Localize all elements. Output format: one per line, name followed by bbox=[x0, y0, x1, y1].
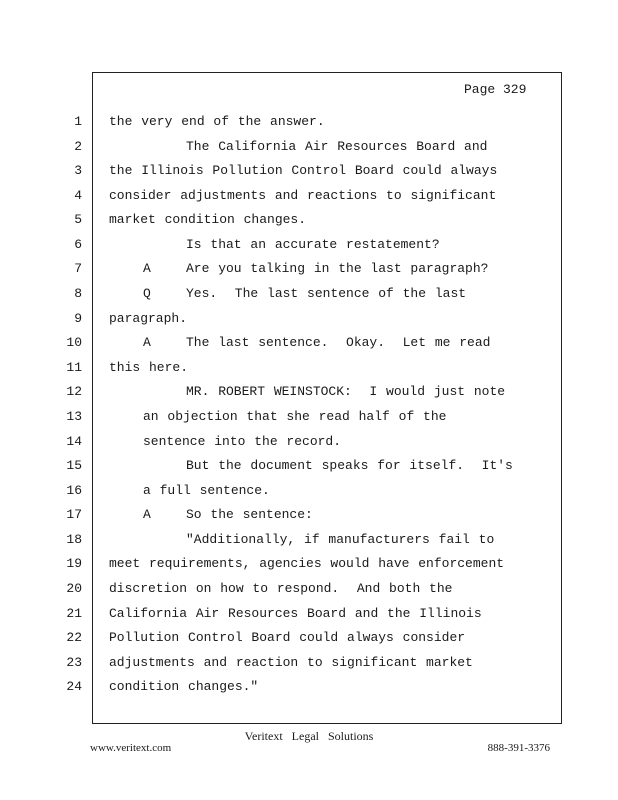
answer-text: The last sentence. Okay. Let me read bbox=[186, 335, 491, 350]
answer-marker: A bbox=[143, 335, 151, 350]
transcript-line: market condition changes. bbox=[109, 212, 307, 227]
line-number: 20 bbox=[66, 581, 82, 596]
transcript-line: Is that an accurate restatement? bbox=[186, 237, 440, 252]
footer-phone: 888-391-3376 bbox=[487, 742, 550, 754]
line-number: 2 bbox=[74, 139, 82, 154]
answer-text: So the sentence: bbox=[186, 507, 313, 522]
line-number: 7 bbox=[74, 261, 82, 276]
line-number: 24 bbox=[66, 679, 82, 694]
line-number: 3 bbox=[74, 163, 82, 178]
line-number: 21 bbox=[66, 606, 82, 621]
line-number: 5 bbox=[74, 212, 82, 227]
line-number: 16 bbox=[66, 483, 82, 498]
line-number: 15 bbox=[66, 458, 82, 473]
transcript-line: the very end of the answer. bbox=[109, 114, 325, 129]
transcript-line bbox=[143, 506, 313, 524]
question-marker: Q bbox=[143, 286, 151, 301]
line-number: 12 bbox=[66, 384, 82, 399]
line-number: 13 bbox=[66, 409, 82, 424]
transcript-line: sentence into the record. bbox=[143, 434, 342, 449]
line-number: 17 bbox=[66, 507, 82, 522]
line-number: 19 bbox=[66, 556, 82, 571]
transcript-line: the Illinois Pollution Control Board could always bbox=[109, 163, 498, 178]
footer-company: Veritext Legal Solutions bbox=[244, 729, 374, 743]
transcript-line bbox=[143, 260, 488, 278]
transcript-line: this here. bbox=[109, 360, 189, 375]
transcript-line: Pollution Control Board could always consider bbox=[109, 630, 466, 645]
transcript-line bbox=[143, 285, 466, 303]
transcript-line: condition changes." bbox=[109, 679, 259, 694]
transcript-line: "Additionally, if manufacturers fail to bbox=[186, 532, 495, 547]
page-number: Page 329 bbox=[464, 82, 527, 97]
line-number: 23 bbox=[66, 655, 82, 670]
transcript-line: California Air Resources Board and the Illinois bbox=[109, 606, 482, 621]
footer-website: www.veritext.com bbox=[90, 742, 172, 754]
line-number: 4 bbox=[74, 188, 82, 203]
answer-marker: A bbox=[143, 261, 151, 276]
line-number: 18 bbox=[66, 532, 82, 547]
transcript-line: an objection that she read half of the bbox=[143, 409, 447, 424]
transcript-line: a full sentence. bbox=[143, 483, 270, 498]
answer-text: Are you talking in the last paragraph? bbox=[186, 261, 489, 276]
question-text: Yes. The last sentence of the last bbox=[186, 286, 467, 301]
transcript-line: adjustments and reaction to significant market bbox=[109, 655, 473, 670]
line-number: 14 bbox=[66, 434, 82, 449]
transcript-line: meet requirements, agencies would have enforcement bbox=[109, 556, 505, 571]
transcript-line: discretion on how to respond. And both the bbox=[109, 581, 453, 596]
line-number: 8 bbox=[74, 286, 82, 301]
transcript-line bbox=[143, 334, 490, 352]
transcript-line: consider adjustments and reactions to significant bbox=[109, 188, 497, 203]
transcript-line: The California Air Resources Board and bbox=[186, 139, 488, 154]
line-number: 1 bbox=[74, 114, 82, 129]
answer-marker: A bbox=[143, 507, 151, 522]
line-number: 10 bbox=[66, 335, 82, 350]
transcript-line: paragraph. bbox=[109, 311, 188, 326]
line-number: 6 bbox=[74, 237, 82, 252]
line-number: 22 bbox=[66, 630, 82, 645]
transcript-line: But the document speaks for itself. It's bbox=[186, 458, 513, 473]
line-number: 11 bbox=[66, 360, 82, 375]
transcript-line: MR. ROBERT WEINSTOCK: I would just note bbox=[186, 384, 506, 399]
line-number: 9 bbox=[74, 311, 82, 326]
